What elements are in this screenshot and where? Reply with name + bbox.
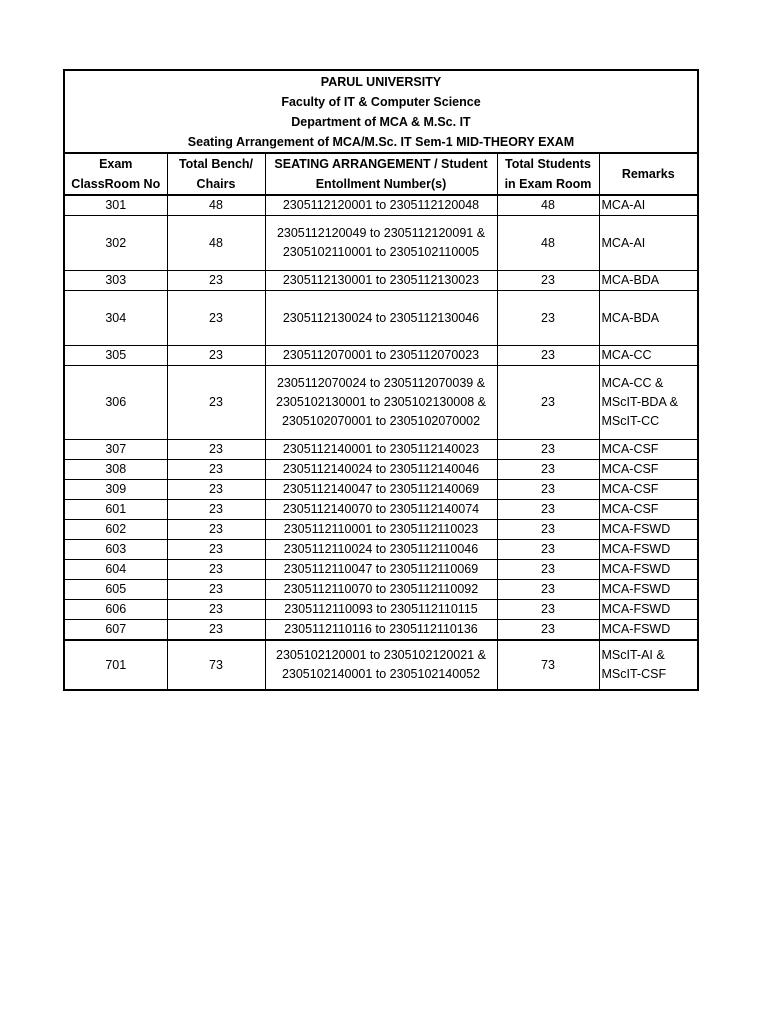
room-number-cell: 307 bbox=[65, 440, 167, 460]
column-header-arrangement: SEATING ARRANGEMENT / Student Entollment Number(s) bbox=[265, 154, 497, 195]
arrangement-cell: 2305112140024 to 2305112140046 bbox=[265, 460, 497, 480]
room-number-cell: 309 bbox=[65, 480, 167, 500]
arrangement-cell: 2305112070024 to 2305112070039 & 2305102130001 to 2305102130008 & 2305102070001 to 2305102070002 bbox=[265, 366, 497, 440]
student-count-cell: 48 bbox=[497, 216, 599, 271]
table-row bbox=[65, 480, 697, 500]
university-name: PARUL UNIVERSITY bbox=[320, 75, 442, 89]
room-number-cell: 308 bbox=[65, 460, 167, 480]
remarks-cell: MCA-BDA bbox=[599, 271, 697, 291]
arrangement-cell: 2305112110047 to 2305112110069 bbox=[265, 560, 497, 580]
arrangement-cell: 2305112110024 to 2305112110046 bbox=[265, 540, 497, 560]
arrangement-cell: 2305112140047 to 2305112140069 bbox=[265, 480, 497, 500]
bench-count-cell: 23 bbox=[167, 460, 265, 480]
bench-count-cell: 23 bbox=[167, 366, 265, 440]
table-row bbox=[65, 580, 697, 600]
remarks-cell: MCA-AI bbox=[599, 216, 697, 271]
student-count-cell: 23 bbox=[497, 346, 599, 366]
room-number-cell: 603 bbox=[65, 540, 167, 560]
arrangement-cell: 2305112110001 to 2305112110023 bbox=[265, 520, 497, 540]
arrangement-cell: 2305112140001 to 2305112140023 bbox=[265, 440, 497, 460]
room-number-cell: 306 bbox=[65, 366, 167, 440]
table-row bbox=[65, 346, 697, 366]
room-number-cell: 301 bbox=[65, 195, 167, 216]
bench-count-cell: 23 bbox=[167, 271, 265, 291]
remarks-cell: MCA-FSWD bbox=[599, 520, 697, 540]
bench-count-cell: 23 bbox=[167, 540, 265, 560]
table-row bbox=[65, 600, 697, 620]
room-number-cell: 601 bbox=[65, 500, 167, 520]
bench-count-cell: 23 bbox=[167, 520, 265, 540]
table-row bbox=[65, 520, 697, 540]
table-row bbox=[65, 216, 697, 271]
table-row bbox=[65, 620, 697, 641]
bench-count-cell: 23 bbox=[167, 580, 265, 600]
room-number-cell: 605 bbox=[65, 580, 167, 600]
department-name: Department of MCA & M.Sc. IT bbox=[291, 115, 471, 129]
student-count-cell: 23 bbox=[497, 291, 599, 346]
student-count-cell: 23 bbox=[497, 540, 599, 560]
table-body bbox=[65, 195, 697, 689]
column-header-students: Total Students in Exam Room bbox=[497, 154, 599, 195]
bench-count-cell: 23 bbox=[167, 620, 265, 641]
table-row bbox=[65, 560, 697, 580]
column-header-room: Exam ClassRoom No bbox=[65, 154, 167, 195]
title-block bbox=[65, 71, 697, 154]
table-row bbox=[65, 460, 697, 480]
bench-count-cell: 23 bbox=[167, 600, 265, 620]
student-count-cell: 23 bbox=[497, 580, 599, 600]
student-count-cell: 23 bbox=[497, 520, 599, 540]
student-count-cell: 23 bbox=[497, 600, 599, 620]
column-header-remarks: Remarks bbox=[599, 154, 697, 195]
arrangement-cell: 2305112120049 to 2305112120091 & 2305102110001 to 2305102110005 bbox=[265, 216, 497, 271]
room-number-cell: 604 bbox=[65, 560, 167, 580]
student-count-cell: 23 bbox=[497, 560, 599, 580]
column-header-benches: Total Bench/ Chairs bbox=[167, 154, 265, 195]
arrangement-cell: 2305112120001 to 2305112120048 bbox=[265, 195, 497, 216]
student-count-cell: 23 bbox=[497, 500, 599, 520]
table-row bbox=[65, 366, 697, 440]
remarks-cell: MCA-CSF bbox=[599, 460, 697, 480]
remarks-cell: MCA-FSWD bbox=[599, 560, 697, 580]
arrangement-cell: 2305112130024 to 2305112130046 bbox=[265, 291, 497, 346]
table-row bbox=[65, 640, 697, 689]
bench-count-cell: 23 bbox=[167, 500, 265, 520]
room-number-cell: 701 bbox=[65, 640, 167, 689]
exam-title: Seating Arrangement of MCA/M.Sc. IT Sem-1 MID-THEORY EXAM bbox=[187, 135, 575, 149]
bench-count-cell: 23 bbox=[167, 560, 265, 580]
seating-table bbox=[65, 154, 697, 689]
remarks-cell: MCA-FSWD bbox=[599, 580, 697, 600]
bench-count-cell: 23 bbox=[167, 480, 265, 500]
remarks-cell: MCA-FSWD bbox=[599, 540, 697, 560]
bench-count-cell: 23 bbox=[167, 440, 265, 460]
bench-count-cell: 48 bbox=[167, 216, 265, 271]
arrangement-cell: 2305112110070 to 2305112110092 bbox=[265, 580, 497, 600]
table-header-row bbox=[65, 154, 697, 195]
student-count-cell: 23 bbox=[497, 440, 599, 460]
table-row bbox=[65, 500, 697, 520]
arrangement-cell: 2305102120001 to 2305102120021 & 2305102140001 to 2305102140052 bbox=[265, 640, 497, 689]
student-count-cell: 23 bbox=[497, 620, 599, 641]
arrangement-cell: 2305112140070 to 2305112140074 bbox=[265, 500, 497, 520]
arrangement-cell: 2305112070001 to 2305112070023 bbox=[265, 346, 497, 366]
table-row bbox=[65, 440, 697, 460]
room-number-cell: 602 bbox=[65, 520, 167, 540]
student-count-cell: 48 bbox=[497, 195, 599, 216]
student-count-cell: 23 bbox=[497, 366, 599, 440]
room-number-cell: 606 bbox=[65, 600, 167, 620]
remarks-cell: MCA-FSWD bbox=[599, 600, 697, 620]
table-row bbox=[65, 291, 697, 346]
remarks-cell: MCA-CSF bbox=[599, 500, 697, 520]
room-number-cell: 305 bbox=[65, 346, 167, 366]
table-row bbox=[65, 271, 697, 291]
remarks-cell: MCA-CSF bbox=[599, 480, 697, 500]
student-count-cell: 23 bbox=[497, 460, 599, 480]
student-count-cell: 23 bbox=[497, 480, 599, 500]
remarks-cell: MCA-CC & MScIT-BDA & MScIT-CC bbox=[599, 366, 697, 440]
remarks-cell: MScIT-AI & MScIT-CSF bbox=[601, 648, 667, 681]
bench-count-cell: 48 bbox=[167, 195, 265, 216]
bench-count-cell: 73 bbox=[167, 640, 265, 689]
room-number-cell: 302 bbox=[65, 216, 167, 271]
student-count-cell: 23 bbox=[497, 271, 599, 291]
arrangement-cell: 2305112110093 to 2305112110115 bbox=[265, 600, 497, 620]
bench-count-cell: 23 bbox=[167, 346, 265, 366]
remarks-cell: MCA-BDA bbox=[599, 291, 697, 346]
table-row bbox=[65, 195, 697, 216]
bench-count-cell: 23 bbox=[167, 291, 265, 346]
seating-arrangement-sheet bbox=[63, 69, 699, 691]
remarks-cell: MCA-AI bbox=[599, 195, 697, 216]
faculty-name: Faculty of IT & Computer Science bbox=[281, 95, 481, 109]
room-number-cell: 303 bbox=[65, 271, 167, 291]
arrangement-cell: 2305112110116 to 2305112110136 bbox=[265, 620, 497, 641]
student-count-cell: 73 bbox=[497, 640, 599, 689]
remarks-cell: MCA-FSWD bbox=[599, 620, 697, 641]
room-number-cell: 304 bbox=[65, 291, 167, 346]
room-number-cell: 607 bbox=[65, 620, 167, 641]
remarks-cell: MCA-CSF bbox=[599, 440, 697, 460]
remarks-cell: MCA-CC bbox=[599, 346, 697, 366]
table-row bbox=[65, 540, 697, 560]
arrangement-cell: 2305112130001 to 2305112130023 bbox=[265, 271, 497, 291]
